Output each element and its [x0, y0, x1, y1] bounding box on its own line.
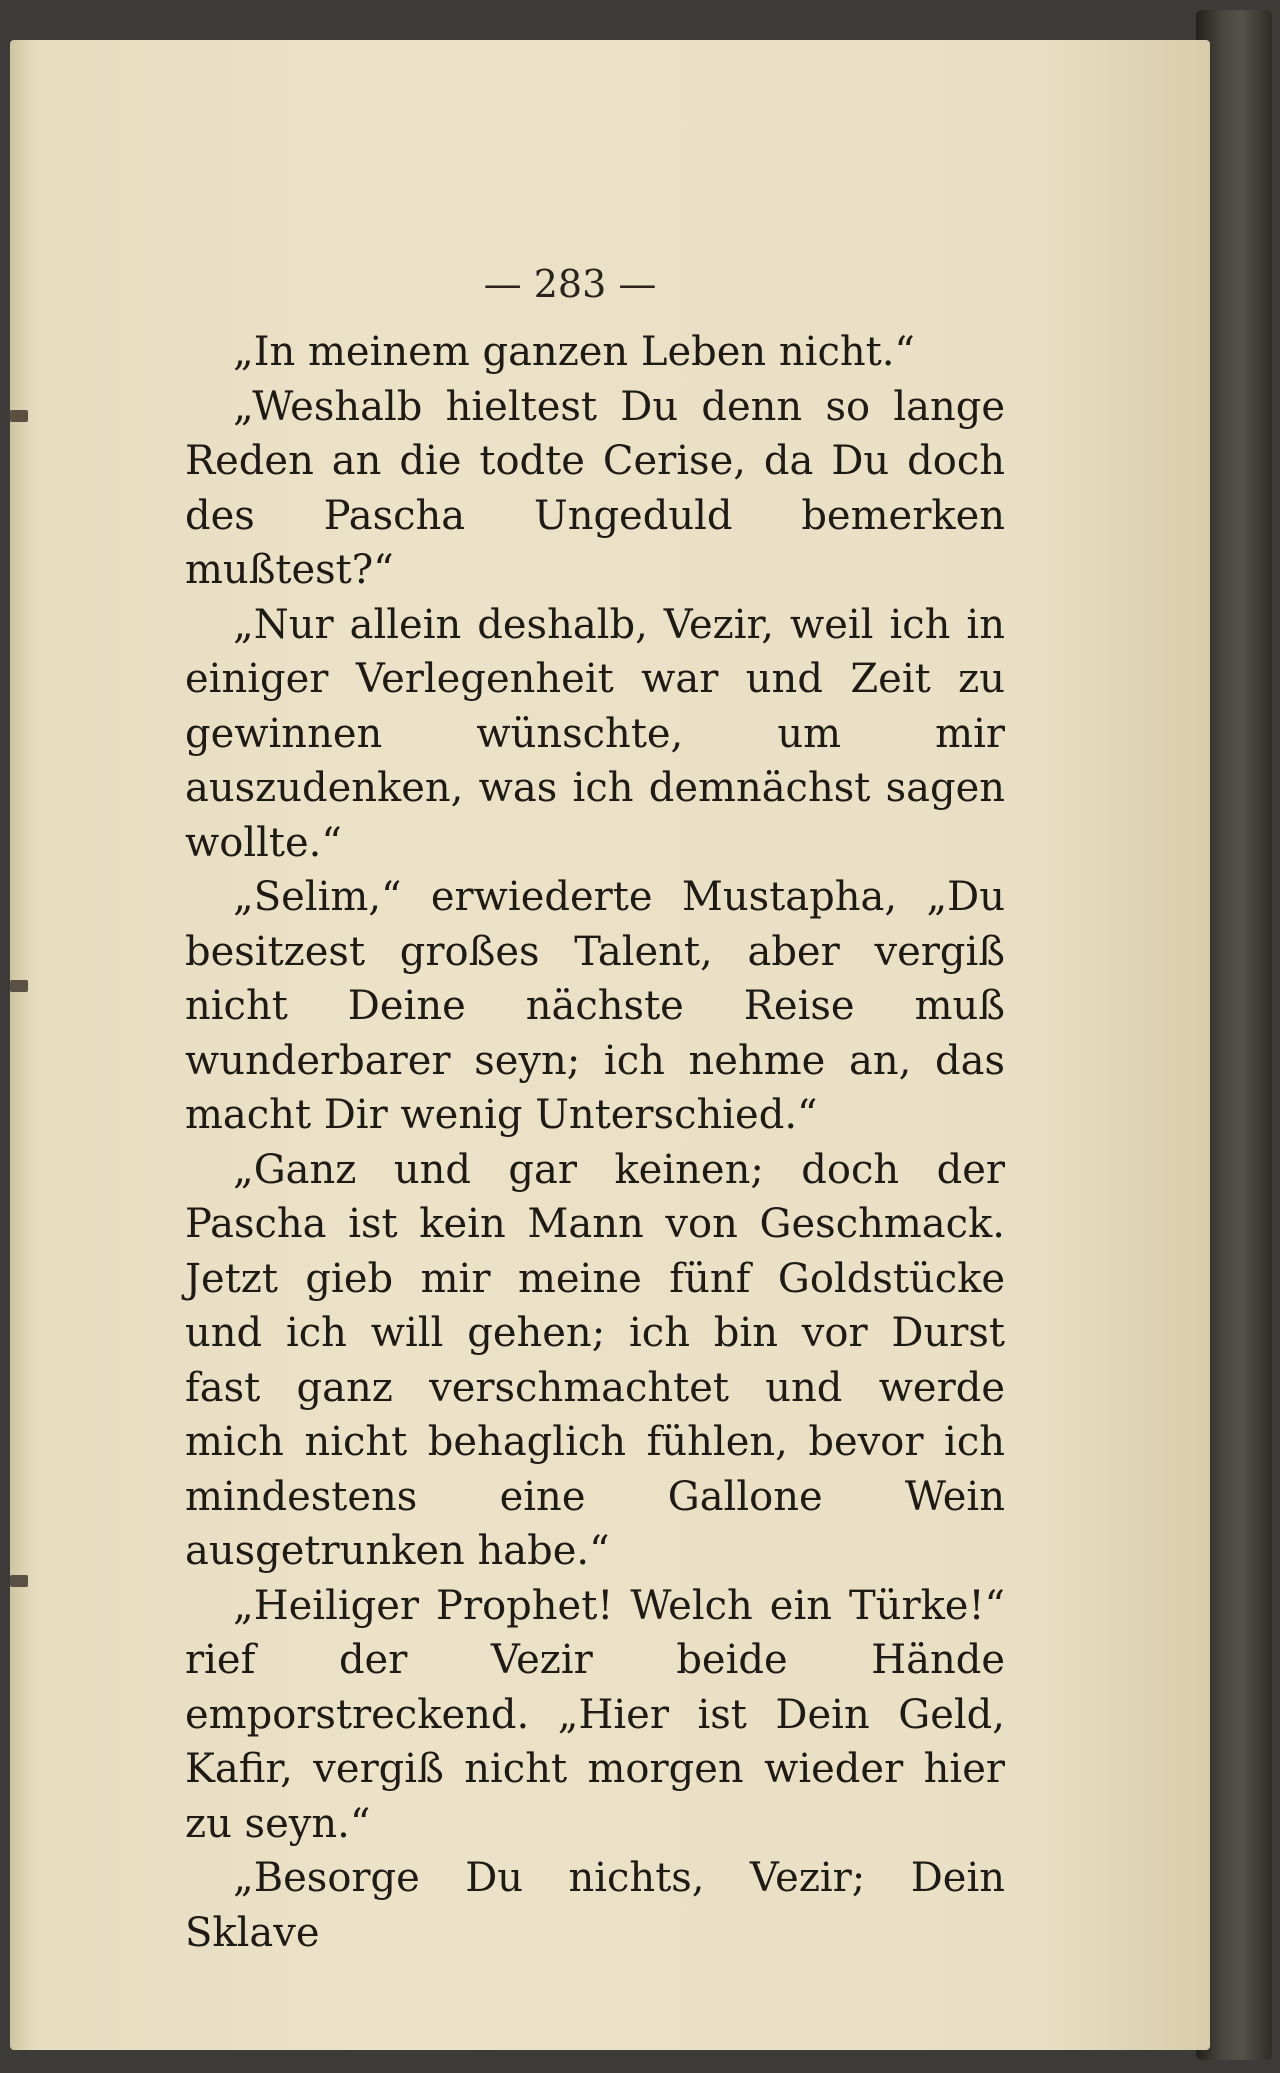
paragraph: „Ganz und gar keinen; doch der Pascha ist kein Mann von Geschmack. Jetzt gieb mir meine fünf Goldstücke und ich will gehen; ich bin vor Durst fast ganz verschmachtet und werde mich nicht behaglich fühlen, bevor ich mindestens eine Gallone Wein ausgetrunken habe.“: [185, 1146, 1005, 1574]
page-number: — 283 —: [483, 262, 657, 306]
edge-mark: [10, 980, 28, 992]
page-body: [185, 325, 1005, 1960]
paragraph: „Weshalb hieltest Du denn so lange Reden an die todte Cerise, da Du doch des Pascha Ungeduld bemerken mußtest?“: [185, 383, 1005, 593]
paragraph: „Nur allein deshalb, Vezir, weil ich in einiger Verlegenheit war und Zeit zu gewinnen wünschte, um mir auszudenken, was ich demnächst sagen wollte.“: [185, 601, 1005, 866]
edge-mark: [10, 1575, 28, 1587]
paragraph: „In meinem ganzen Leben nicht.“: [233, 329, 915, 375]
paragraph: „Selim,“ erwiederte Mustapha, „Du besitzest großes Talent, aber vergiß nicht Deine nächste Reise muß wunderbarer seyn; ich nehme an, das macht Dir wenig Unterschied.“: [185, 874, 1005, 1138]
paragraph: „Besorge Du nichts, Vezir; Dein Sklave: [185, 1855, 1005, 1956]
paragraph: „Heiliger Prophet! Welch ein Türke!“ rief der Vezir beide Hände emporstreckend. „Hier ist Dein Geld, Kafir, vergiß nicht morgen wieder hier zu seyn.“: [185, 1582, 1005, 1847]
edge-mark: [10, 410, 28, 422]
